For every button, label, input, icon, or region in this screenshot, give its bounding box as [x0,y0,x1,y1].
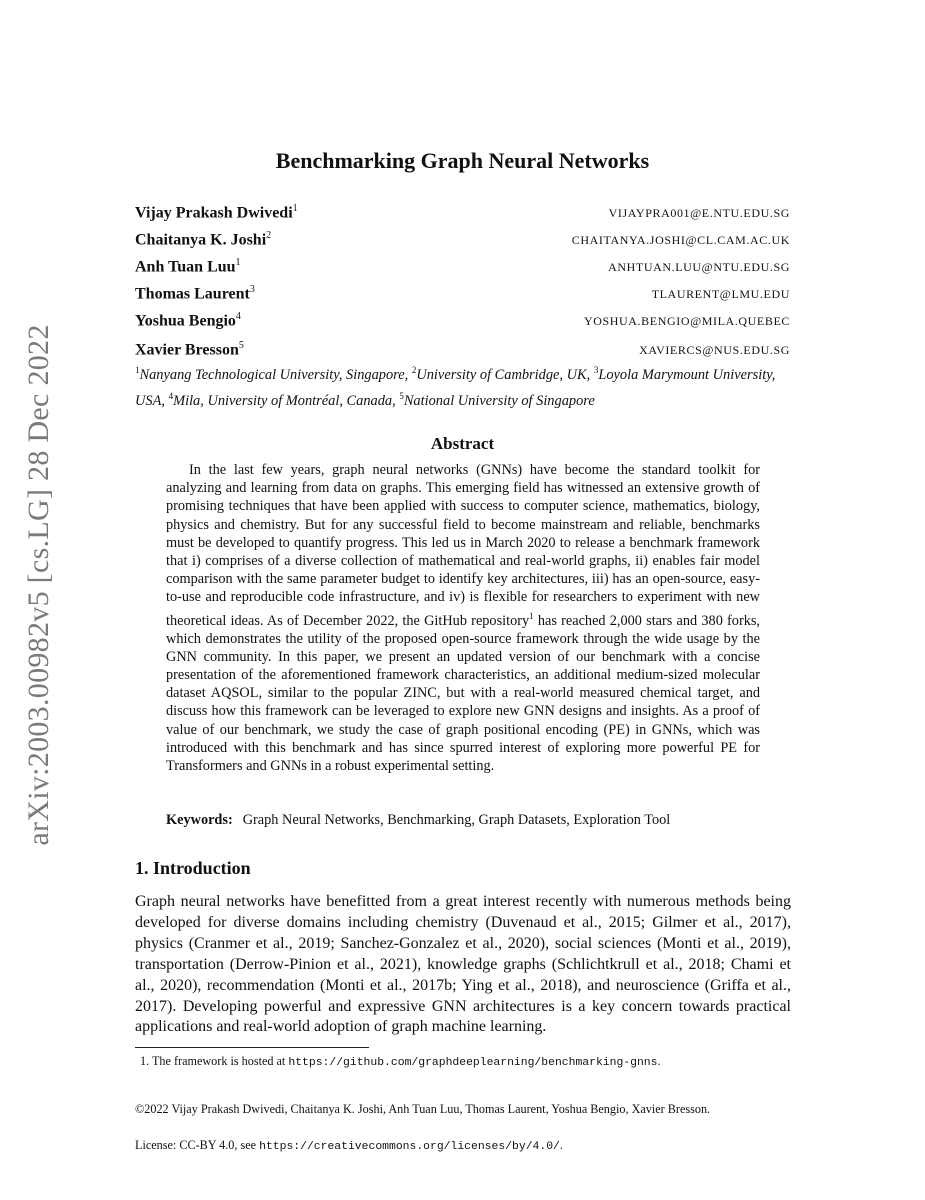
footnote-marker: 1 [529,610,534,621]
keywords [166,812,766,829]
author-email: CHAITANYA.JOSHI@CL.CAM.AC.UK [571,233,790,247]
keywords-text: Graph Neural Networks, Benchmarking, Graph Datasets, Exploration Tool [242,812,671,828]
author-name: Yoshua Bengio$^4$ [135,311,241,330]
author-row [135,284,790,306]
author-email: TLAURENT@LMU.EDU [651,287,790,301]
license-link[interactable]: https://creativecommons.org/licenses/by/4.0/ [259,1141,560,1153]
abstract-heading: Abstract [430,434,495,453]
license-notice: License: CC-BY 4.0, see https://creativecommons.org/licenses/by/4.0/. [135,1138,563,1153]
author-name: Thomas Laurent$^3$ [135,284,255,303]
copyright-notice: ©2022 Vijay Prakash Dwivedi, Chaitanya K. Joshi, Anh Tuan Luu, Thomas Laurent, Yoshua Bengio, Xavier Bresson. [135,1102,711,1116]
section-heading-introduction: 1. Introduction [135,858,251,878]
author-name: Xavier Bresson$^5$ [135,340,244,359]
introduction-paragraph: Graph neural networks have benefitted from a great interest recently with numerous methods being developed for diverse domains including chemistry (Duvenaud et al., 2015; Gilmer et al., 2017), physics (Cranmer et al., 2019; Sanchez-Gonzalez et al., 2020), social sciences (Monti et al., 2019), transportation (Derrow-Pinion et al., 2021), knowledge graphs (Schlichtkrull et al., 2018; Chami et al., 2020), recommendation (Monti et al., 2017b; Ying et al., 2018), and neuroscience (Griffa et al., 2017). Developing powerful and expressive GNN architectures is a key concern towards practical applications and real-world adoption of graph machine learning. [135,893,791,1036]
footnote-link[interactable]: https://github.com/graphdeeplearning/benchmarking-gnns [288,1057,658,1069]
author-row [135,230,790,252]
arxiv-identifier-stamp: arXiv:2003.00982v5 [cs.LG] 28 Dec 2022 [22,324,55,846]
author-name: Chaitanya K. Joshi$^2$ [135,230,272,249]
author-row [135,311,790,333]
author-email: YOSHUA.BENGIO@MILA.QUEBEC [583,314,790,328]
author-email: XAVIERCS@NUS.EDU.SG [639,343,790,357]
paper-title: Benchmarking Graph Neural Networks [275,148,650,173]
author-email: VIJAYPRA001@E.NTU.EDU.SG [608,206,790,220]
author-email: ANHTUAN.LUU@NTU.EDU.SG [608,260,790,274]
author-name: Vijay Prakash Dwivedi$^1$ [135,203,298,222]
author-row [135,340,790,362]
keywords-label: Keywords: [166,812,233,828]
footnote-divider [135,1047,369,1048]
footnote: 1. The framework is hosted at https://github.com/graphdeeplearning/benchmarking-gnns. [140,1054,661,1069]
affiliations: $^1$Nanyang Technological University, Singapore, $^2$University of Cambridge, UK, $^3$Loyola Marymount University, USA, $^4$Mila, University of Montréal, Canada, $^5$National University of Singapore [135,365,776,409]
author-row [135,257,790,279]
author-row [135,203,790,225]
abstract-text: In the last few years, graph neural networks (GNNs) have become the standard toolkit for analyzing and learning from data on graphs. This emerging field has witnessed an extensive growth of promising techniques that have been applied with success to computer science, mathematics, biology, physics and chemistry. But for any successful field to become mainstream and reliable, benchmarks must be developed to quantify progress. This led us in March 2020 to release a benchmark framework that i) comprises of a diverse collection of mathematical and real-world graphs, ii) enables fair model comparison with the same parameter budget to identify key architectures, iii) has an open-source, easy-to-use and reproducible code infrastructure, and iv) is flexible for researchers to experiment with new theoretical ideas. As of December 2022, the GitHub repository$^1$ has reached 2,000 stars and 380 forks, which demonstrates the utility of the proposed open-source framework through the wide usage by the GNN community. In this paper, we present an updated version of our benchmark with a concise presentation of the aforementioned framework characteristics, an additional medium-sized molecular dataset AQSOL, similar to the popular ZINC, but with a real-world measured chemical target, and discuss how this framework can be leveraged to explore new GNN designs and insights. As a proof of value of our benchmark, we study the case of graph positional encoding (PE) in GNNs, which was introduced with this benchmark and has since spurred interest of exploring more powerful PE for Transformers and GNNs in a robust experimental setting. [166,462,760,775]
author-name: Anh Tuan Luu$^1$ [135,257,241,276]
